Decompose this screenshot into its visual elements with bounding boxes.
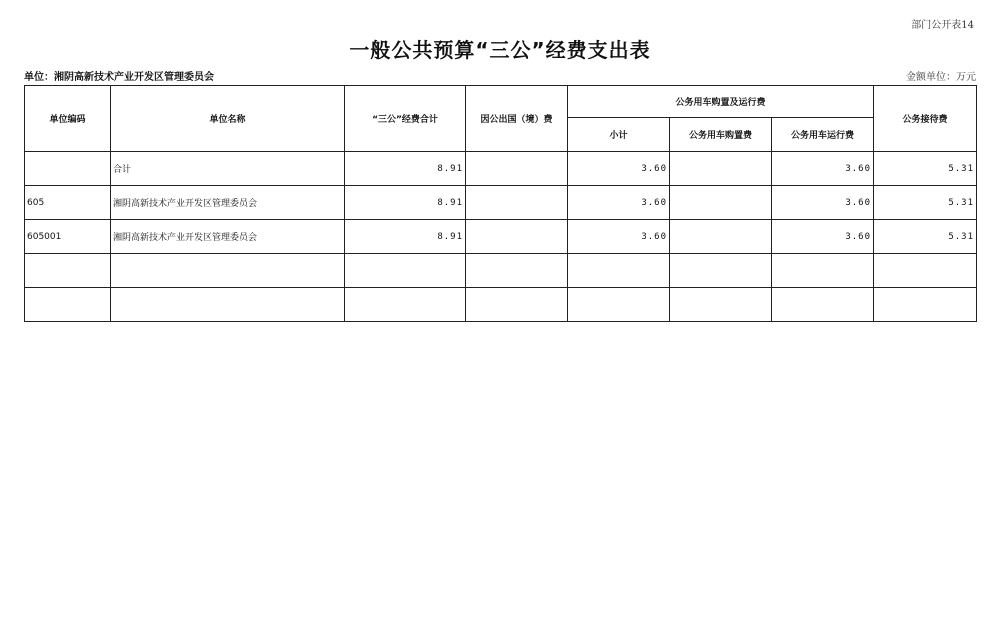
cell-code: 605 [25,186,111,220]
cell-name: 合计 [111,152,345,186]
amount-unit: 金额单位：万元 [906,72,976,83]
cell-code: 605001 [25,220,111,254]
cell-total: 8.91 [345,186,466,220]
cell-total [345,254,466,288]
col-header-vehicle-operation: 公务用车运行费 [772,118,874,152]
cell-abroad [466,220,568,254]
unit-line [24,68,976,82]
col-header-vehicle-group: 公务用车购置及运行费 [568,86,874,118]
cell-total: 8.91 [345,220,466,254]
cell-name [111,254,345,288]
cell-vehicle-purchase [670,186,772,220]
cell-vehicle-operation: 3.60 [772,152,874,186]
cell-abroad [466,152,568,186]
col-header-abroad: 因公出国（境）费 [466,86,568,152]
cell-vehicle-purchase [670,254,772,288]
col-header-code: 单位编码 [25,86,111,152]
unit-label: 单位：湘阴高新技术产业开发区管理委员会 [24,72,214,83]
cell-vehicle-purchase [670,220,772,254]
col-header-reception: 公务接待费 [874,86,977,152]
table-row [25,288,977,322]
cell-vehicle-subtotal: 3.60 [568,152,670,186]
cell-reception [874,288,977,322]
table-row [25,152,977,186]
cell-code [25,254,111,288]
cell-vehicle-subtotal: 3.60 [568,186,670,220]
cell-abroad [466,288,568,322]
cell-reception [874,254,977,288]
cell-abroad [466,254,568,288]
cell-vehicle-subtotal [568,254,670,288]
table-row [25,186,977,220]
cell-name: 湘阴高新技术产业开发区管理委员会 [111,186,345,220]
cell-vehicle-operation: 3.60 [772,220,874,254]
cell-reception: 5.31 [874,152,977,186]
cell-abroad [466,186,568,220]
cell-reception: 5.31 [874,186,977,220]
header-row-1 [25,86,977,118]
cell-vehicle-subtotal [568,288,670,322]
cell-vehicle-purchase [670,152,772,186]
page-title: 一般公共预算“三公”经费支出表 [349,38,651,62]
cell-reception: 5.31 [874,220,977,254]
form-number: 部门公开表14 [911,20,974,31]
cell-vehicle-operation: 3.60 [772,186,874,220]
cell-vehicle-subtotal: 3.60 [568,220,670,254]
cell-vehicle-operation [772,288,874,322]
expense-table [24,85,977,322]
col-header-vehicle-subtotal: 小计 [568,118,670,152]
table-row [25,254,977,288]
cell-total [345,288,466,322]
col-header-total: “三公”经费合计 [345,86,466,152]
cell-vehicle-operation [772,254,874,288]
cell-code [25,288,111,322]
col-header-vehicle-purchase: 公务用车购置费 [670,118,772,152]
cell-name: 湘阴高新技术产业开发区管理委员会 [111,220,345,254]
cell-code [25,152,111,186]
col-header-name: 单位名称 [111,86,345,152]
table-row [25,220,977,254]
cell-name [111,288,345,322]
cell-total: 8.91 [345,152,466,186]
cell-vehicle-purchase [670,288,772,322]
